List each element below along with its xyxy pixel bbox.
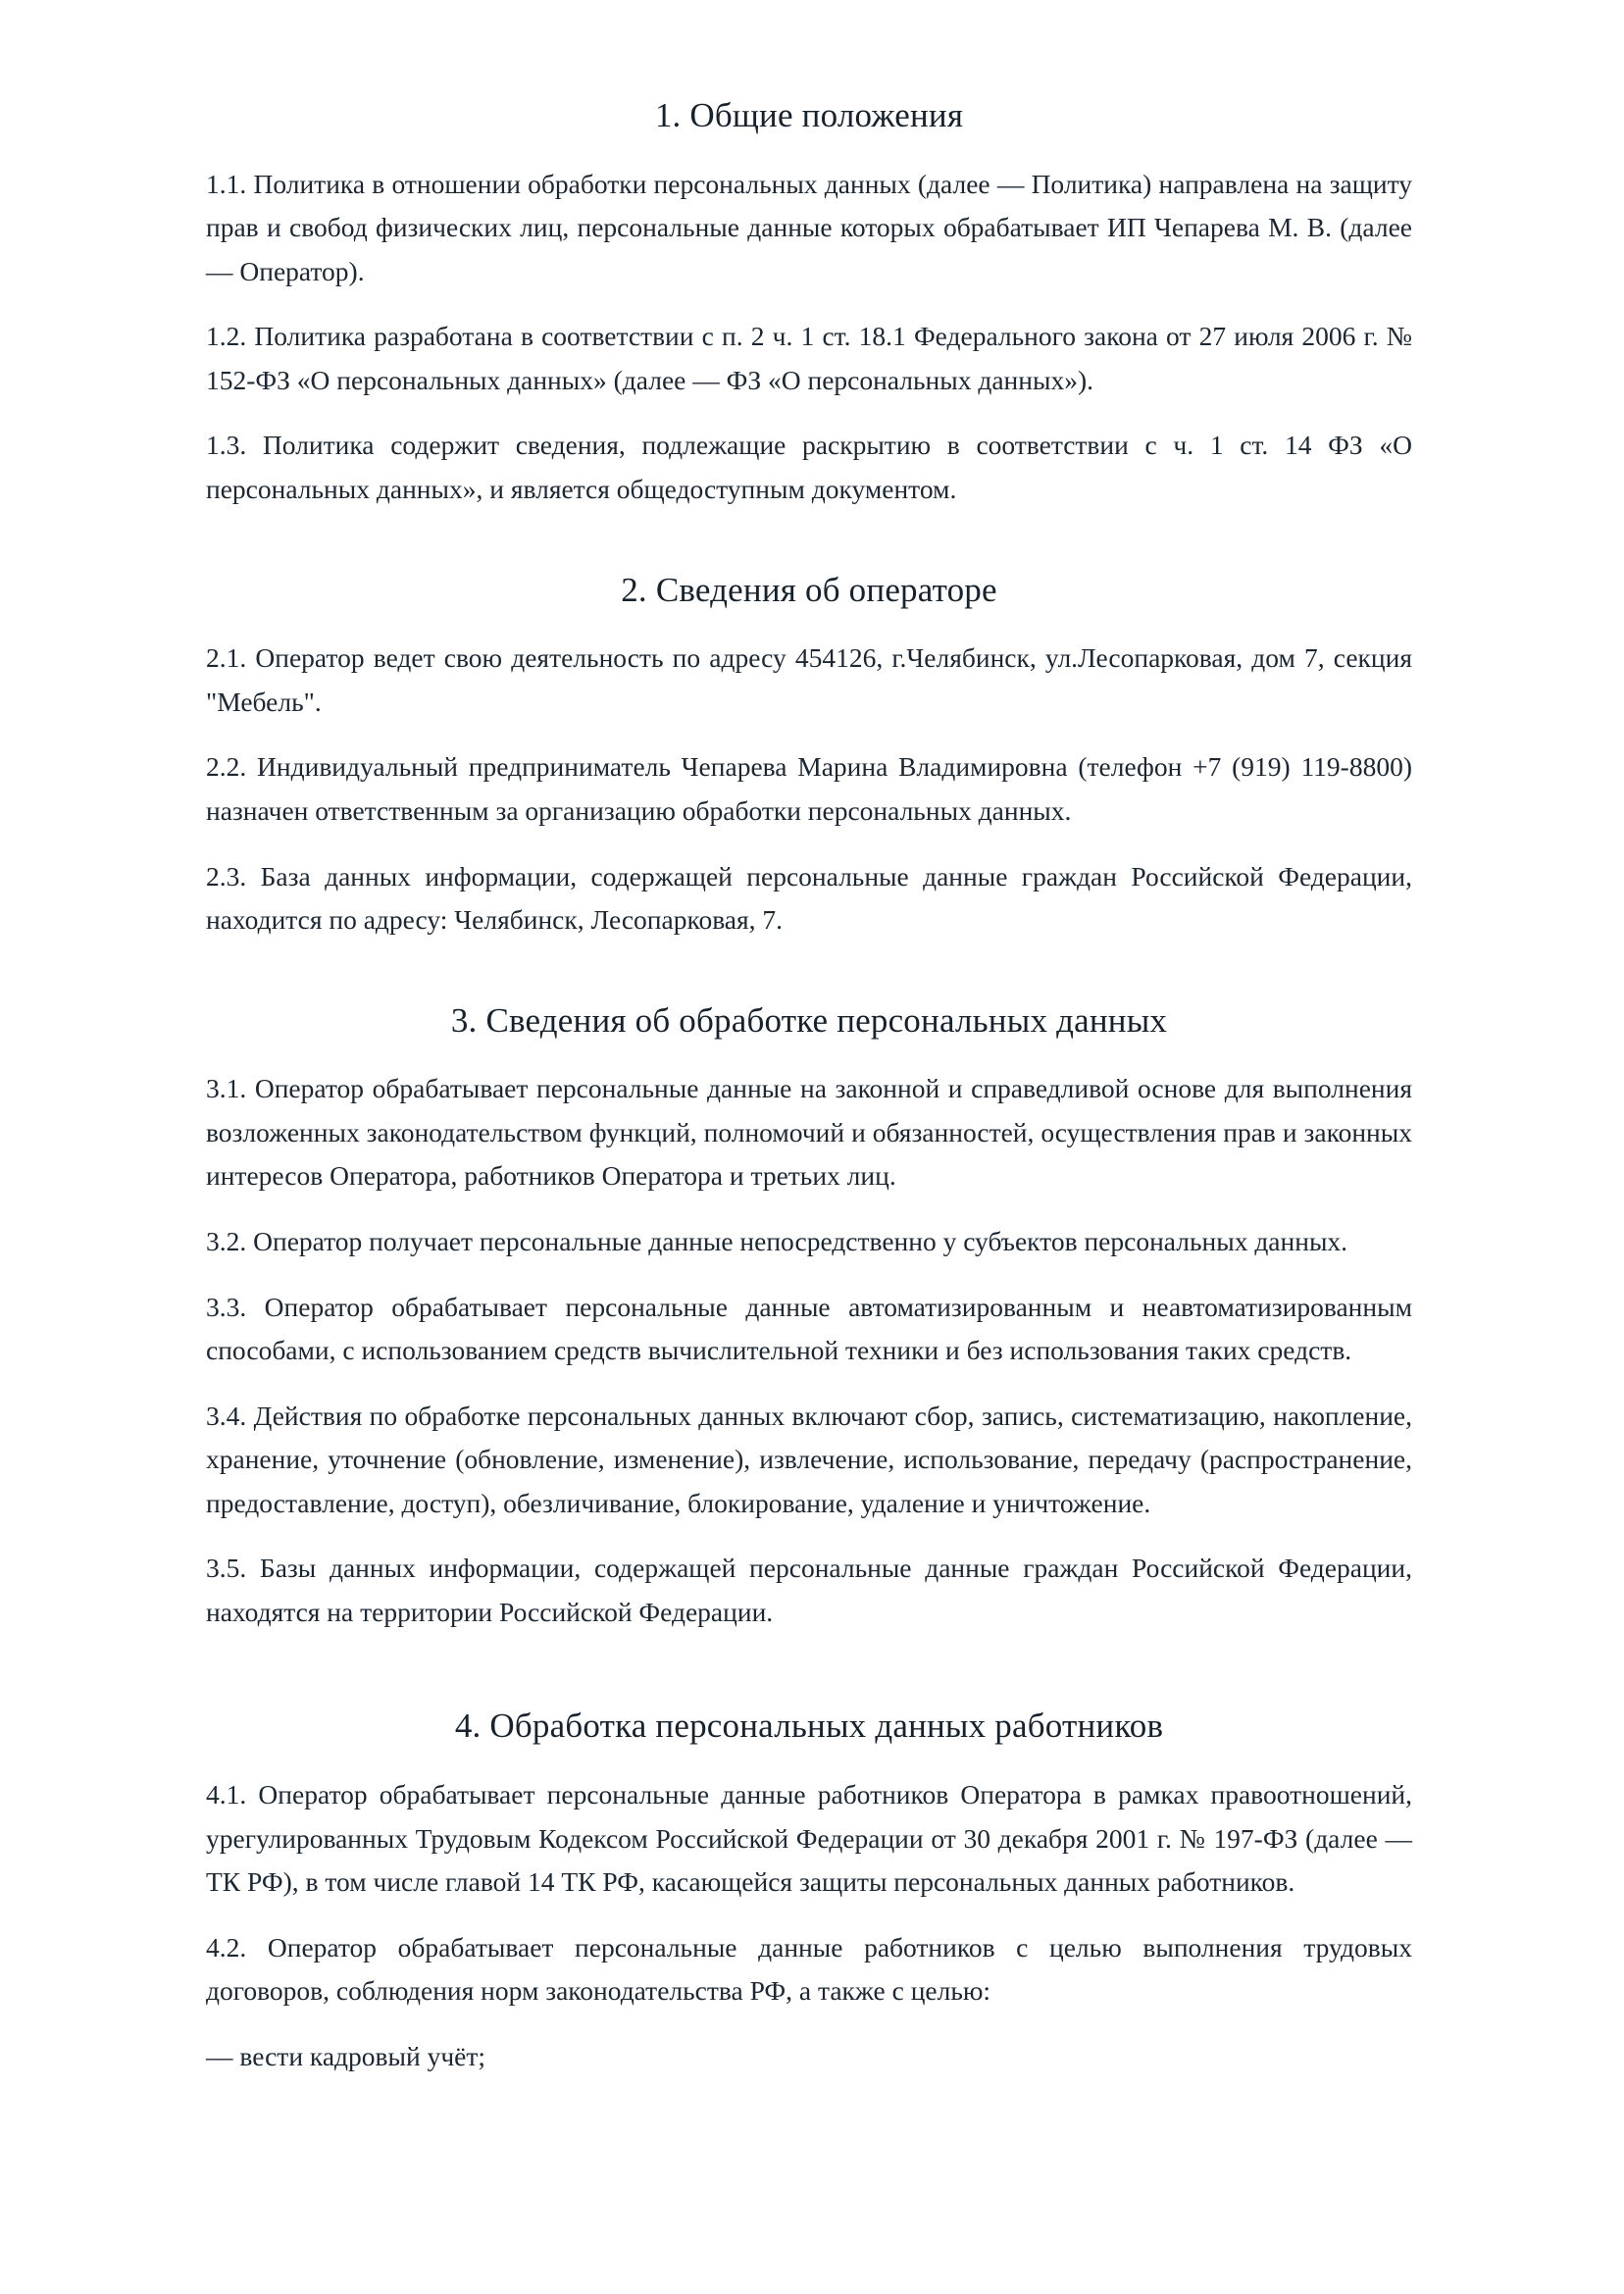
- section-3-paragraph-4: 3.4. Действия по обработке персональных данных включают сбор, запись, систематизацию, накопление, хранение, уточнение (обновление, изменение), извлечение, использование, передачу (распространение, предоставление, доступ), обезличивание, блокирование, удаление и уничтожение.: [206, 1400, 1412, 1518]
- section-1-heading: 1. Общие положения: [654, 96, 964, 134]
- section-1-paragraph-1: 1.1. Политика в отношении обработки персональных данных (далее — Политика) направлена на защиту прав и свобод физических лиц, персональные данные которых обрабатывает ИП Чепарева М. В. (далее — Оператор).: [206, 168, 1412, 286]
- section-4: [206, 1705, 1412, 2077]
- section-3-heading: 3. Сведения об обработке персональных данных: [450, 1000, 1168, 1040]
- section-1-paragraph-2: 1.2. Политика разработана в соответствии с п. 2 ч. 1 ст. 18.1 Федерального закона от 27 июля 2006 г. № 152-ФЗ «О персональных данных» (далее — ФЗ «О персональных данных»).: [206, 321, 1412, 395]
- section-4-heading: 4. Обработка персональных данных работников: [454, 1707, 1164, 1746]
- document-body: [206, 94, 1412, 2078]
- section-3-paragraph-5: 3.5. Базы данных информации, содержащей персональные данные граждан Российской Федерации, находятся на территории Российской Федерации.: [206, 1553, 1412, 1627]
- section-2-paragraph-1: 2.1. Оператор ведет свою деятельность по адресу 454126, г.Челябинск, ул.Лесопарковая, дом 7, секция "Мебель".: [206, 642, 1412, 717]
- section-1-paragraph-3: 1.3. Политика содержит сведения, подлежащие раскрытию в соответствии с ч. 1 ст. 14 ФЗ «О персональных данных», и является общедоступным документом.: [206, 430, 1412, 505]
- section-4-paragraph-2: 4.2. Оператор обрабатывает персональные данные работников с целью выполнения трудовых договоров, соблюдения норм законодательства РФ, а также с целью:: [206, 1931, 1412, 2007]
- section-4-list-item-1: — вести кадровый учёт;: [206, 2040, 486, 2071]
- section-4-paragraph-1: 4.1. Оператор обрабатывает персональные данные работников Оператора в рамках правоотношений, урегулированных Трудовым Кодексом Российской Федерации от 30 декабря 2001 г. № 197-ФЗ (далее — ТК РФ), в том числе главой 14 ТК РФ, касающейся защиты персональных данных работников.: [206, 1779, 1412, 1898]
- section-3-paragraph-2: 3.2. Оператор получает персональные данные непосредственно у субъектов персональных данных.: [206, 1226, 1348, 1256]
- section-2-paragraph-3: 2.3. База данных информации, содержащей персональные данные граждан Российской Федерации, находится по адресу: Челябинск, Лесопарковая, 7.: [206, 860, 1412, 936]
- section-2-paragraph-2: 2.2. Индивидуальный предприниматель Чепарева Марина Владимировна (телефон +7 (919) 119-8800) назначен ответственным за организацию обработки персональных данных.: [206, 751, 1412, 826]
- section-3-paragraph-1: 3.1. Оператор обрабатывает персональные данные на законной и справедливой основе для выполнения возложенных законодательством функций, полномочий и обязанностей, осуществления прав и законных интересов Оператора, работников Оператора и третьих лиц.: [206, 1073, 1412, 1192]
- section-1: [206, 94, 1412, 512]
- section-3-paragraph-3: 3.3. Оператор обрабатывает персональные данные автоматизированным и неавтоматизированным способами, с использованием средств вычислительной техники и без использования таких средств.: [206, 1291, 1412, 1366]
- section-3: [206, 999, 1412, 1635]
- section-2: [206, 569, 1412, 943]
- section-2-heading: 2. Сведения об операторе: [621, 570, 997, 609]
